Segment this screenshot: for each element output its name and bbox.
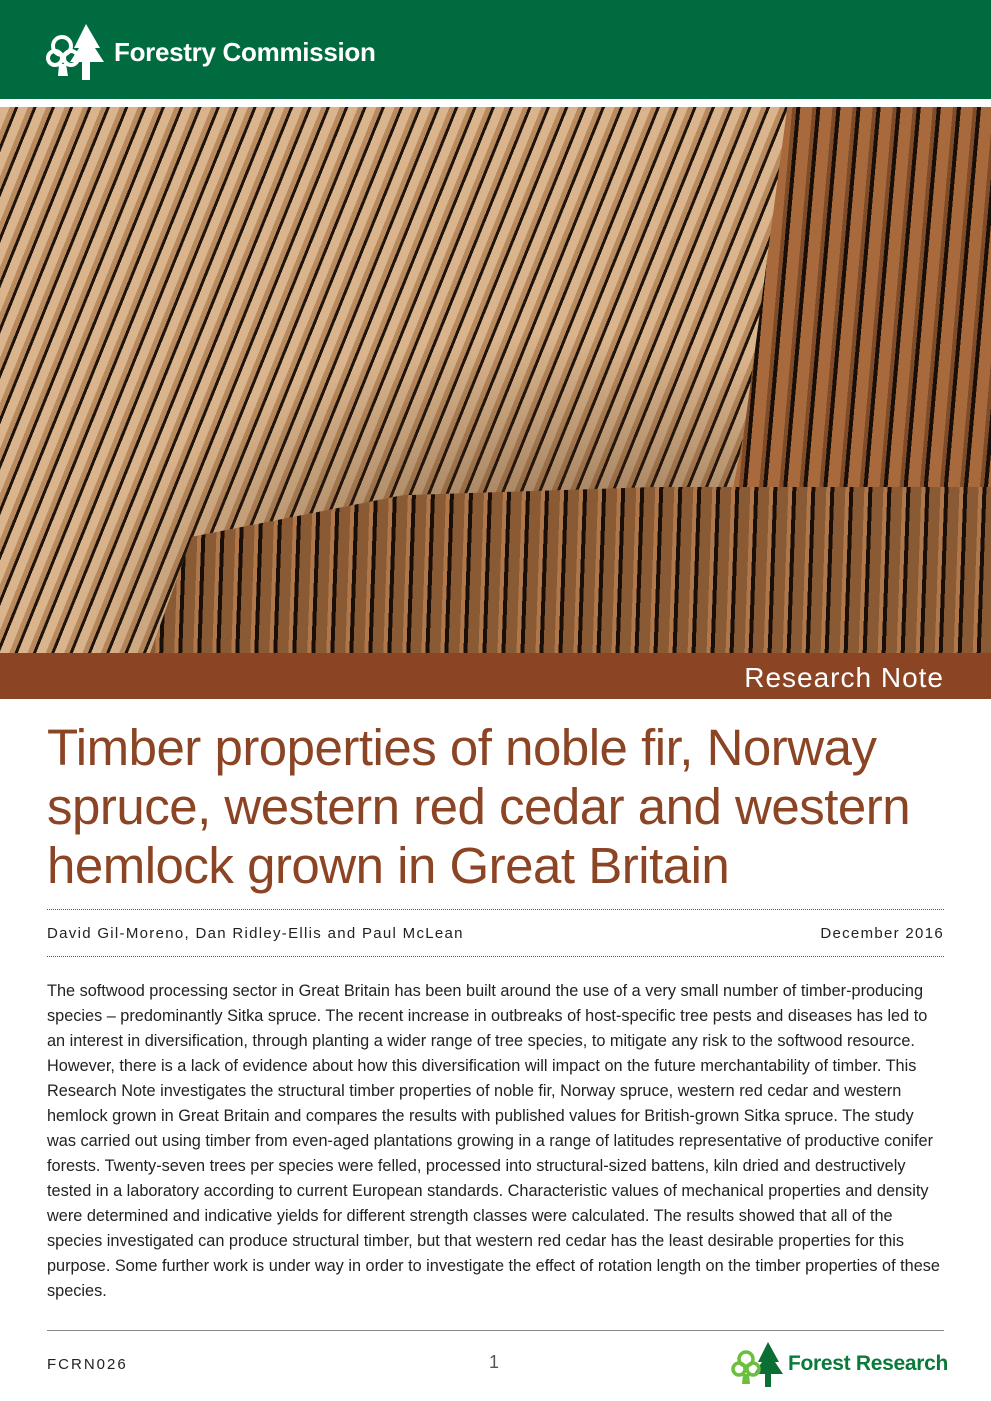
publication-date: December 2016 (820, 925, 944, 942)
tree-logo-icon (46, 22, 110, 82)
page-number: 1 (489, 1352, 500, 1372)
forestry-commission-logo (46, 22, 376, 82)
footer-divider (47, 1330, 944, 1331)
divider (47, 956, 944, 957)
brand-name: Forestry Commission (114, 36, 376, 67)
tree-logo-icon (730, 1340, 786, 1388)
document-type: Research Note (744, 662, 944, 693)
document-code: FCRN026 (47, 1356, 128, 1373)
divider (47, 909, 944, 910)
research-note-band (0, 653, 991, 699)
footer-brand-name: Forest Research (788, 1352, 949, 1375)
forest-research-logo (730, 1340, 948, 1388)
photo-lower-slats (150, 487, 991, 653)
cover-photo-timber-slats (0, 107, 991, 653)
abstract: The softwood processing sector in Great Britain has been built around the use of a very small number of timber-producing species – predominantly Sitka spruce. The recent increase in outbreaks of host-specific tree pests and diseases has led to an interest in diversification, through planting a wider range of tree species, to mitigate any risk to the softwood resource. However, there is a lack of evidence about how this diversification will impact on the future merchantability of timber. This Research Note investigates the structural timber properties of noble fir, Norway spruce, western red cedar and western hemlock grown in Great Britain and compares the results with published values for British-grown Sitka spruce. The study was carried out using timber from even-aged plantations growing in a range of latitudes representative of productive conifer forests. Twenty-seven trees per species were felled, processed into structural-sized battens, kiln dried and destructively tested in a laboratory according to current European standards. Characteristic values of mechanical properties and density were determined and indicative yields for different strength classes were calculated. The results showed that all of the species investigated can produce structural timber, but that western red cedar has the least desirable properties for this purpose. Some further work is under way in order to investigate the effect of rotation length on the timber properties of these species. (47, 982, 940, 1300)
header-banner (0, 0, 991, 103)
authors: David Gil-Moreno, Dan Ridley-Ellis and Paul McLean (47, 925, 464, 942)
document-title: Timber properties of noble fir, Norway spruce, western red cedar and western hemlock grown in Great Britain (47, 719, 911, 894)
